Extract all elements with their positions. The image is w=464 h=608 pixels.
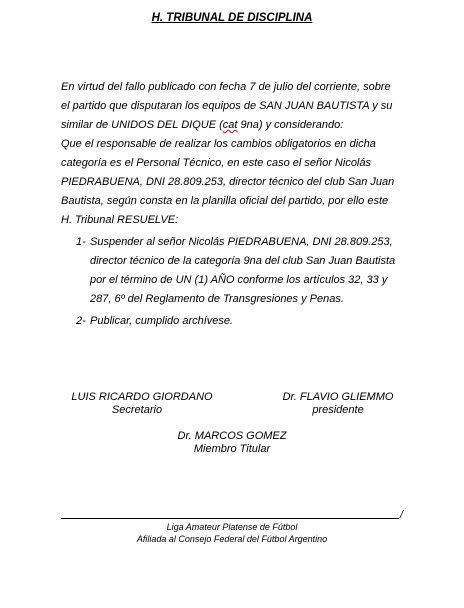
paragraph-text: similar de UNIDOS DEL DIQUE ( (61, 119, 223, 131)
list-item-line: por el término de UN (1) AÑO conforme los artículos 32, 33 y (90, 274, 388, 286)
paragraph-line: PIEDRABUENA, DNI 28.809.253, director técnico del club San Juan (61, 176, 395, 188)
paragraph-line (61, 116, 343, 135)
paragraph-text: 9na) y considerando: (237, 119, 344, 131)
signature-name: Dr. FLAVIO GLIEMMO (282, 391, 394, 403)
signature-name: Dr. MARCOS GOMEZ (177, 430, 287, 442)
footer-bar: / (400, 509, 404, 521)
signature-role: presidente (312, 404, 364, 416)
paragraph-line: Que el responsable de realizar los cambios obligatorios en dicha (61, 138, 376, 150)
paragraph-line: H. Tribunal RESUELVE: (61, 214, 179, 226)
list-item-line: Suspender al señor Nicolás PIEDRABUENA, DNI 28.809.253, (90, 236, 393, 248)
footer-rule (61, 518, 399, 519)
list-item-line: 287, 6º del Reglamento de Transgresiones y Penas. (90, 293, 344, 305)
list-item-number: 1- (76, 236, 86, 248)
footer-affiliation: Afiliada al Consejo Federal del Fútbol Argentino (136, 534, 328, 544)
list-item-line: Publicar, cumplido archívese. (90, 315, 234, 327)
signature-role: Secretario (111, 404, 163, 416)
list-item-line: director técnico de la categoría 9na del club San Juan Bautista (90, 255, 396, 267)
paragraph-line: Bautista, según consta en la planilla oficial del partido, por ello este (61, 195, 389, 207)
signature-name: LUIS RICARDO GIORDANO (71, 391, 213, 403)
document-title: H. TRIBUNAL DE DISCIPLINA (151, 12, 313, 24)
spellcheck-word: cat (222, 119, 238, 131)
paragraph-line: el partido que disputaran los equipos de SAN JUAN BAUTISTA y su (61, 100, 393, 112)
signature-role: Miembro Titular (193, 443, 271, 455)
footer-league: Liga Amateur Platense de Fútbol (166, 522, 298, 532)
list-item-number: 2- (76, 315, 86, 327)
paragraph-line: categoría es el Personal Técnico, en este caso el señor Nicolás (61, 157, 371, 169)
paragraph-line: En virtud del fallo publicado con fecha 7 de julio del corriente, sobre (61, 81, 391, 93)
